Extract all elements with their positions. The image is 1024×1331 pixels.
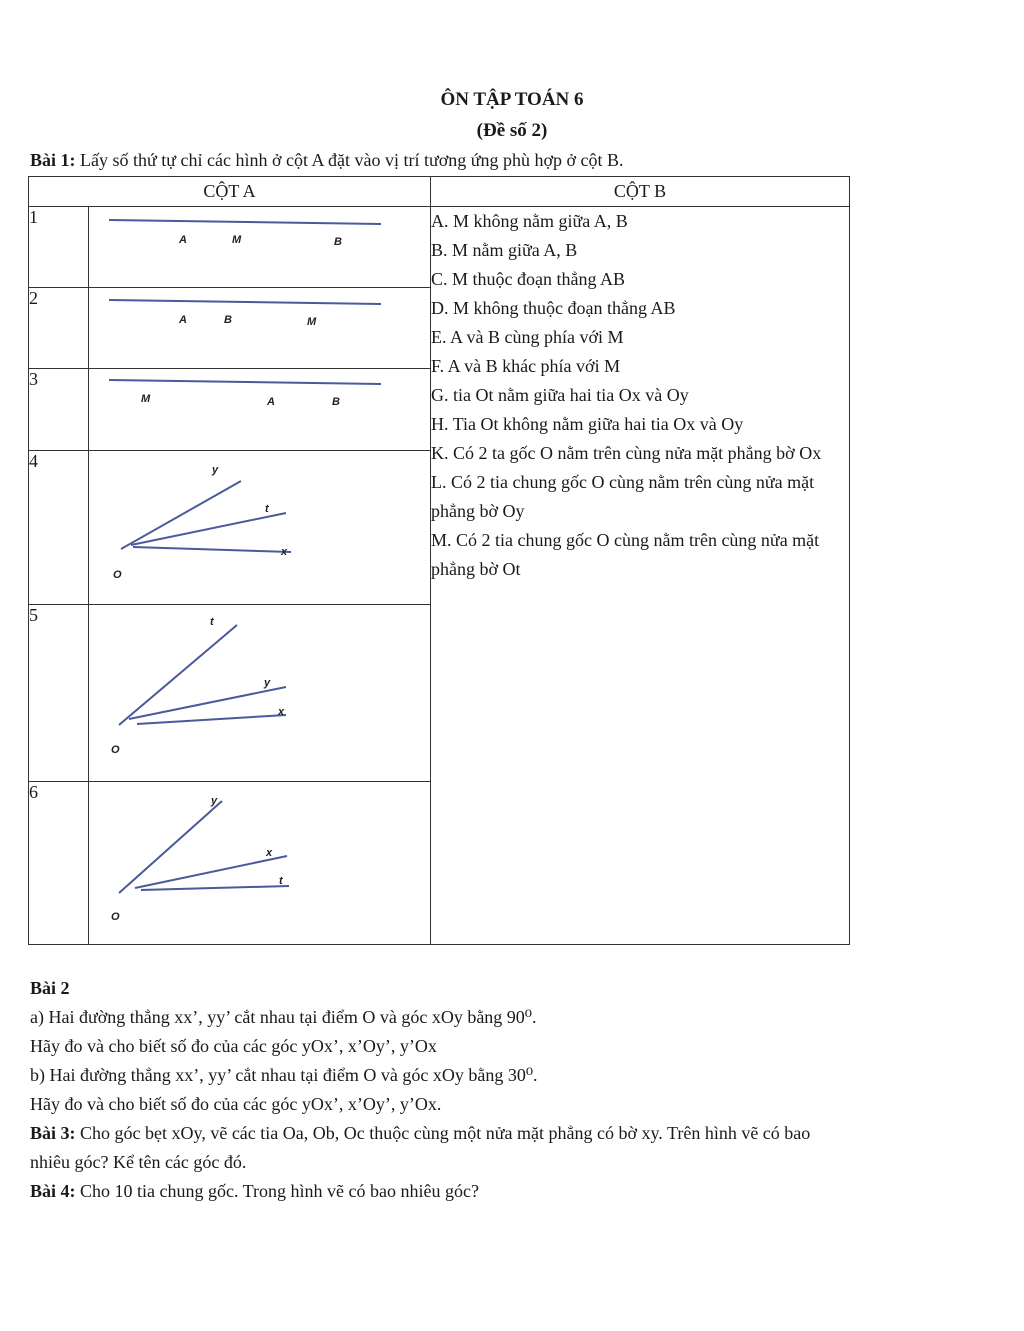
point-label-b: B [334,236,342,248]
col-b-item: D. M không thuộc đoạn thẳng AB [431,298,676,318]
row-number: 6 [29,782,89,945]
point-label-x: x [266,847,273,859]
point-label-m: M [232,234,242,246]
col-b-item: G. tia Ot nằm giữa hai tia Ox và Oy [431,385,689,405]
point-label-b: B [224,314,232,326]
bai3-prompt [30,1123,810,1144]
matching-table [28,176,850,945]
bai4-prompt [30,1181,479,1202]
line-ab [109,300,381,304]
figure-1 [89,207,431,288]
ray-ox [135,856,287,888]
point-label-o: O [111,744,120,756]
point-label-b: B [332,396,340,408]
page-subtitle: (Đề số 2) [476,120,548,141]
figure-1-diagram [89,207,431,287]
ray-oy [119,801,222,893]
point-label-o: O [111,911,120,923]
line-ab [109,220,381,224]
row-number: 2 [29,288,89,369]
point-label-y: y [264,677,271,689]
figure-4-diagram [89,451,431,604]
row-number: 5 [29,605,89,782]
col-a-header: CỘT A [29,177,431,207]
point-label-m: M [307,316,317,328]
ray-ox [137,715,286,724]
bai1-prompt [30,150,624,171]
point-label-o: O [113,569,122,581]
figure-3 [89,369,431,451]
bai4-text: Cho 10 tia chung gốc. Trong hình vẽ có bao nhiêu góc? [75,1181,479,1201]
col-b-item: L. Có 2 tia chung gốc O cùng nằm trên cùng nửa mặt phẳng bờ Oy [431,472,815,521]
ray-ot [131,513,286,545]
point-label-y: y [211,795,218,807]
figure-2-diagram [89,288,431,368]
figure-4 [89,451,431,605]
point-label-t: t [210,616,214,628]
bai3-label: Bài 3: [30,1123,76,1143]
col-b-item: B. M nằm giữa A, B [431,240,578,260]
col-b-item: H. Tia Ot không nằm giữa hai tia Ox và Oy [431,414,744,434]
row-number: 4 [29,451,89,605]
point-label-x: x [281,546,288,558]
ray-ot [141,886,289,890]
bai3-text-cont: nhiêu góc? Kể tên các góc đó. [30,1152,247,1172]
col-b-header: CỘT B [431,177,850,207]
col-b-item: K. Có 2 ta gốc O nằm trên cùng nửa mặt phẳng bờ Ox [431,443,822,463]
point-label-a: A [267,396,275,408]
col-b-item: A. M không nằm giữa A, B [431,211,628,231]
figure-2 [89,288,431,369]
line-ab [109,380,381,384]
point-label-t: t [265,503,269,515]
figure-6 [89,782,431,945]
bai2-a: a) Hai đường thẳng xx’, yy’ cắt nhau tại điểm O và góc xOy bằng 90⁰. [30,1007,537,1027]
bai3-text: Cho góc bẹt xOy, vẽ các tia Oa, Ob, Oc thuộc cùng một nửa mặt phẳng có bờ xy. Trên hình vẽ có bao [75,1123,811,1143]
ray-ox [133,547,291,552]
point-label-x: x [278,706,285,718]
figure-5 [89,605,431,782]
ray-oy [129,687,286,719]
point-label-a: A [179,234,187,246]
point-label-a: A [179,314,187,326]
col-b-item: E. A và B cùng phía với M [431,327,624,347]
bai2-a-task: Hãy đo và cho biết số đo của các góc yOx’, x’Oy’, y’Ox [30,1036,437,1056]
col-b-item: C. M thuộc đoạn thẳng AB [431,269,625,289]
bai2-b-task: Hãy đo và cho biết số đo của các góc yOx’, x’Oy’, y’Ox. [30,1094,442,1114]
row-number: 3 [29,369,89,451]
bai2-label: Bài 2 [30,978,70,998]
figure-5-diagram [89,605,431,781]
row-number: 1 [29,207,89,288]
bai2-b: b) Hai đường thẳng xx’, yy’ cắt nhau tại điểm O và góc xOy bằng 30⁰. [30,1065,538,1085]
col-b-list [431,207,850,945]
point-label-m: M [141,393,151,405]
bai1-text: Lấy số thứ tự chỉ các hình ở cột A đặt vào vị trí tương ứng phù hợp ở cột B. [75,150,624,170]
col-b-item: M. Có 2 tia chung gốc O cùng nằm trên cùng nửa mặt phẳng bờ Ot [431,530,820,579]
figure-3-diagram [89,369,431,450]
ray-oy [121,481,241,549]
bai1-label: Bài 1: [30,150,76,170]
col-b-item: F. A và B khác phía với M [431,356,621,376]
bai4-label: Bài 4: [30,1181,76,1201]
figure-6-diagram [89,782,431,944]
point-label-y: y [212,464,219,476]
point-label-t: t [279,875,283,887]
page-title: ÔN TẬP TOÁN 6 [440,89,584,110]
